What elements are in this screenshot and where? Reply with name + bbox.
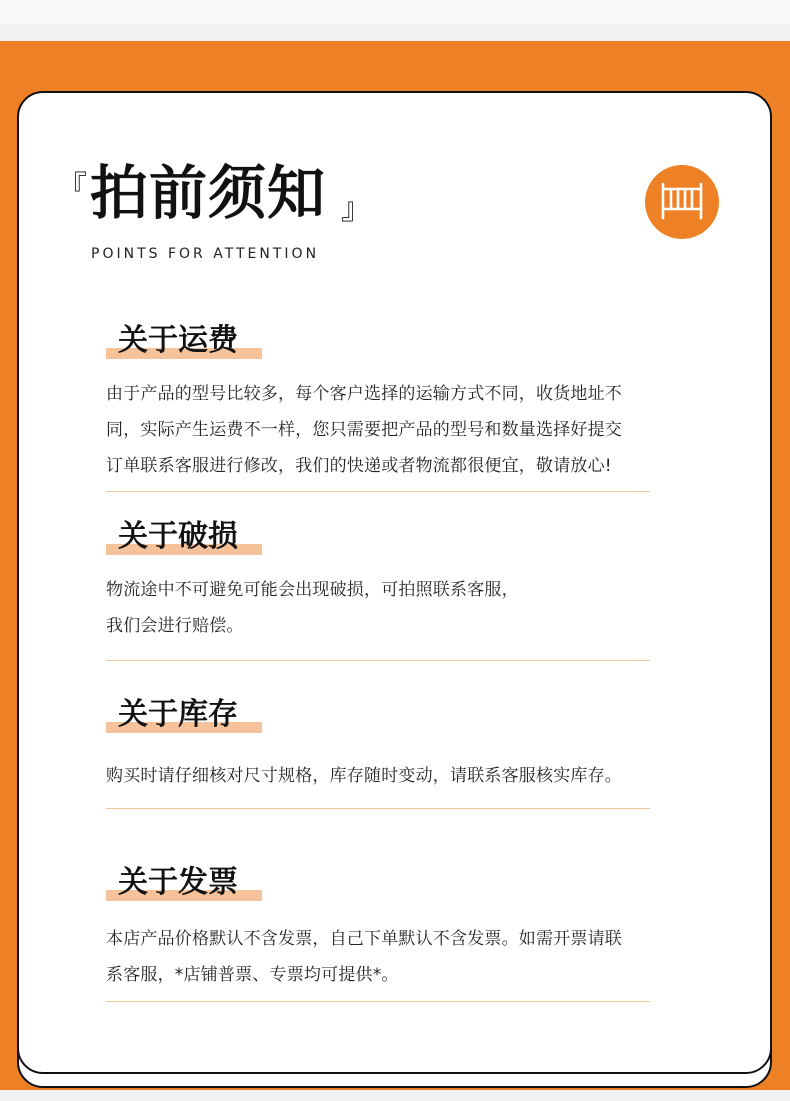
section-divider — [106, 660, 650, 661]
section-title: 关于发票 — [118, 865, 238, 900]
bottom-strip — [0, 1090, 790, 1101]
section-invoice — [106, 865, 652, 993]
section-line: 由于产品的型号比较多，每个客户选择的运输方式不同，收货地址不 — [106, 384, 622, 404]
section-divider — [106, 1001, 650, 1002]
section-line: 系客服，*店铺普票、专票均可提供*。 — [106, 965, 399, 985]
section-heading — [106, 697, 652, 740]
section-line: 本店产品价格默认不含发票，自己下单默认不含发票。如需开票请联 — [106, 929, 622, 949]
section-body — [106, 376, 652, 484]
section-title: 关于库存 — [118, 697, 238, 732]
section-heading — [106, 519, 652, 562]
section-line: 同，实际产生运费不一样，您只需要把产品的型号和数量选择好提交 — [106, 420, 622, 440]
section-shipping — [106, 323, 652, 484]
section-stock — [106, 697, 652, 794]
section-body — [106, 572, 652, 644]
section-body — [106, 921, 652, 993]
section-heading — [106, 323, 652, 366]
crib-icon — [659, 181, 705, 221]
section-title: 关于破损 — [118, 519, 238, 554]
page-subtitle: POINTS FOR ATTENTION — [91, 246, 320, 262]
top-strip — [0, 0, 790, 24]
section-line: 物流途中不可避免可能会出现破损，可拍照联系客服， — [106, 580, 519, 600]
section-heading — [106, 865, 652, 908]
title-bracket-open: 『 — [57, 170, 87, 205]
section-damage — [106, 519, 652, 644]
section-line: 购买时请仔细核对尺寸规格，库存随时变动，请联系客服核实库存。 — [106, 766, 622, 786]
section-title: 关于运费 — [118, 323, 238, 358]
crib-badge — [645, 165, 719, 239]
page-title: 拍前须知 — [90, 159, 327, 227]
section-line: 订单联系客服进行修改，我们的快递或者物流都很便宜，敬请放心! — [106, 456, 612, 476]
title-bracket-close: 』 — [341, 192, 371, 227]
section-divider — [106, 808, 650, 809]
section-body — [106, 758, 652, 794]
section-divider — [106, 491, 650, 492]
section-line: 我们会进行赔偿。 — [106, 616, 244, 636]
